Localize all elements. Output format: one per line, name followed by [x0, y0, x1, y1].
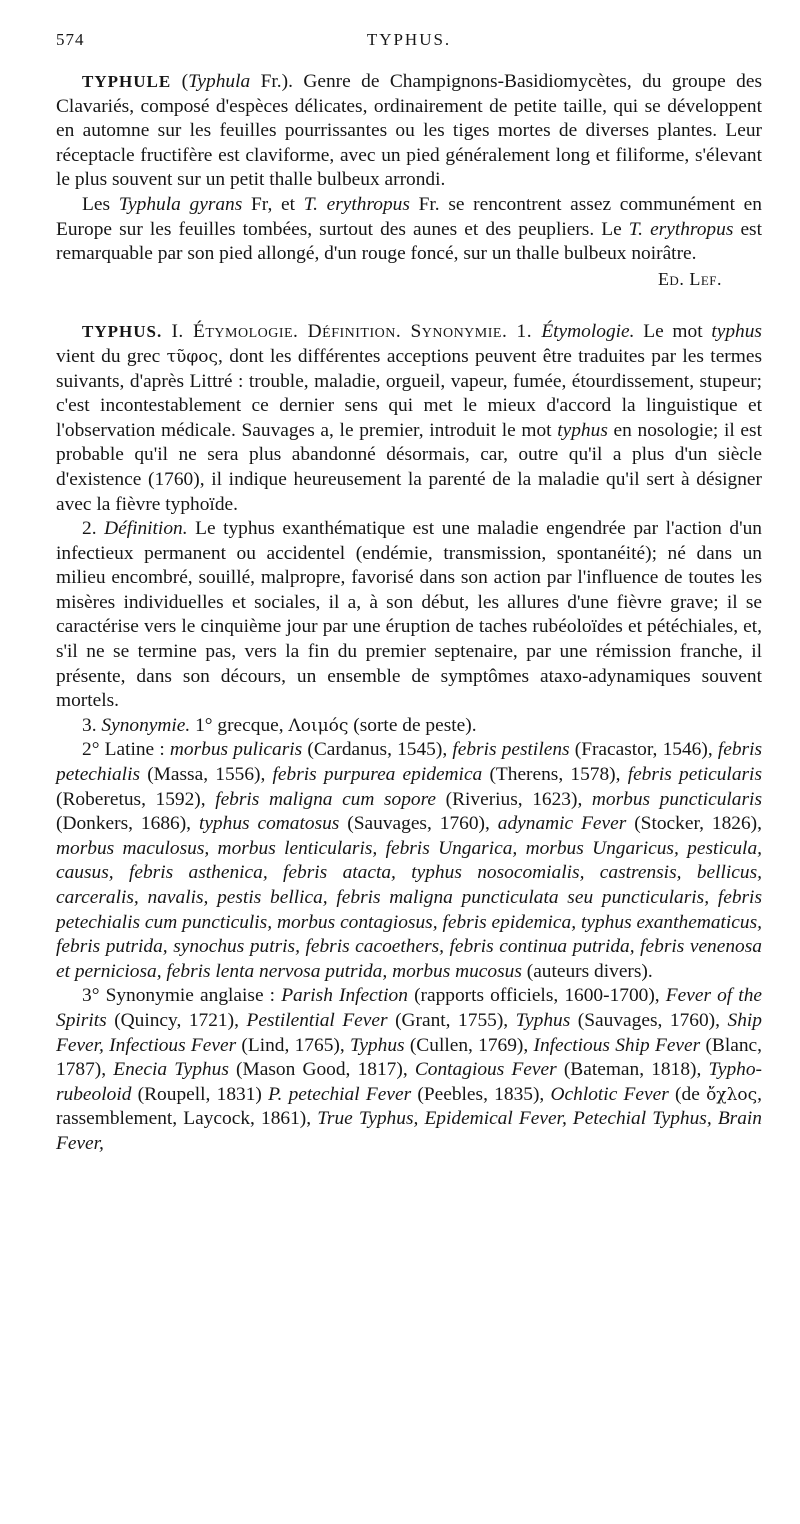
- synonym-term: Fever of the Spirits: [56, 985, 762, 1031]
- synonym-text: (Roberetus, 1592),: [56, 788, 216, 810]
- synonym-text: 2° Latine :: [82, 739, 170, 761]
- synonym-term: morbus puncticularis: [591, 788, 762, 810]
- synonym-text: (de: [668, 1083, 707, 1105]
- synonym-term: Ship Fever, Infectious Fever: [56, 1009, 762, 1056]
- synonym-term: Typho-rubeoloid: [56, 1059, 762, 1105]
- typhus-etymology: TYPHUS. I. Étymologie. Définition. Synonymie. 1. Étymologie. Le mot typhus vient du grec τῦφος, dont les différentes acceptions peuvent être traduites par les termes suivants, d'après Littré : trouble, maladie, orgueil, vapeur, fumée, étourdissement, stupeur; c'est incontestablement ce dernier sens qui met le mieux d'accord la linguistique et l'observation médicale. Sauvages a, le premier, introduit le mot typhus en nosologie; il est probable qu'il ne sera plus abandonné désormais, car, outre qu'il a plus d'un siècle d'existence (1760), il indique heureusement la parenté de la maladie qu'il sert à désigner avec la fièvre typhoïde.: [56, 321, 762, 515]
- synonym-term: Parish Infection: [281, 985, 408, 1007]
- synonym-term: febris purpurea epidemica: [272, 764, 483, 786]
- synonym-text: 3° Synonymie anglaise :: [82, 985, 282, 1007]
- synonym-term: febris peticularis: [627, 764, 762, 786]
- synonym-term: True Typhus, Epidemical Fever, Petechial Typhus, Brain Fever,: [56, 1108, 762, 1154]
- synonym-text: (auteurs divers).: [521, 960, 653, 982]
- synonym-term: Ochlotic Fever: [550, 1083, 669, 1105]
- synonym-term: febris petechialis: [56, 739, 763, 786]
- synonym-text: (Peebles, 1835),: [411, 1083, 551, 1105]
- synonym-term: febris pestilens: [452, 739, 570, 761]
- section-gap: [56, 292, 762, 320]
- synonym-term: febris maligna cum sopore: [215, 788, 437, 810]
- running-title: TYPHUS.: [366, 30, 452, 49]
- synonym-text: (Sauvages, 1760),: [339, 813, 498, 835]
- entry-typhule: [56, 70, 762, 292]
- synonym-term: morbus maculosus, morbus lenticularis, febris Ungarica, morbus Ungaricus, pesticula, causus, febris asthenica, febris atacta, typhus nosocomialis, castrensis, bellicus, carceralis, navalis, pestis bellica, febris maligna puncticulata seu puncticularis, febris petechialis cum puncticulis, morbus contagiosus, febris epidemica, typhus exanthematicus, febris putrida, synochus putris, febris cacoethers, febris continua putrida, febris venenosa et perniciosa, febris lenta nervosa putrida, morbus mucosus: [56, 837, 762, 982]
- entry-typhus: [56, 320, 762, 1156]
- synonym-term: P. petechial Fever: [268, 1083, 412, 1105]
- synonym-term: morbus pulicaris: [169, 739, 303, 761]
- author-signature: Ed. Lef.: [657, 268, 722, 289]
- synonym-text: (Mason Good, 1817),: [228, 1059, 415, 1081]
- synonym-text: (Lind, 1765),: [236, 1034, 350, 1056]
- synonym-text: (Massa, 1556),: [140, 764, 273, 786]
- synonym-text: (Donkers, 1686),: [56, 813, 199, 835]
- page-number: 574: [56, 30, 85, 49]
- section-list: I. Étymologie. Définition. Synonymie. 1.: [162, 321, 542, 343]
- synonym-term: Contagious Fever: [414, 1059, 557, 1081]
- typhus-synonymy-greek: 3. Synonymie. 1° grecque, Λοιμός (sorte de peste).: [82, 714, 477, 736]
- synonym-text: (rapports officiels, 1600-1700),: [407, 985, 666, 1007]
- synonym-term: Typhus: [515, 1009, 571, 1031]
- synonym-text: (Therens, 1578),: [482, 764, 628, 786]
- typhule-paragraph-1: TYPHULE (Typhula Fr.). Genre de Champignons-Basidiomycètes, du groupe des Clavariés, composé d'espèces délicates, ordinairement de petite taille, qui se développent en automne sur les feuilles pourrissantes ou les tiges mortes de diverses plantes. Leur réceptacle fructifère est claviforme, avec un pied généralement long et filiforme, s'élevant le plus souvent sur un petit thalle bulbeux arrondi.: [56, 71, 762, 191]
- synonym-term: adynamic Fever: [497, 813, 627, 835]
- latin-name: Typhula: [188, 71, 251, 92]
- synonym-text: ὄχλος: [706, 1084, 758, 1105]
- synonym-term: Infectious Ship Fever: [533, 1034, 701, 1056]
- synonym-term: Typhus: [349, 1034, 405, 1056]
- synonym-text: (Cardanus, 1545),: [302, 739, 453, 761]
- page-header: [56, 28, 762, 54]
- typhus-synonymy-latin: [56, 738, 762, 984]
- synonym-term: typhus comatosus: [198, 813, 340, 835]
- synonym-term: Pestilential Fever: [246, 1009, 388, 1031]
- synonym-text: (Riverius, 1623),: [436, 788, 592, 810]
- synonym-text: (Blanc, 1787),: [56, 1034, 763, 1081]
- synonym-text: (Bateman, 1818),: [556, 1059, 709, 1081]
- synonym-text: (Roupell, 1831): [131, 1083, 269, 1105]
- synonym-text: , rassemblement, Laycock, 1861),: [56, 1083, 762, 1130]
- synonym-term: Enecia Typhus: [113, 1059, 229, 1081]
- synonym-text: (Cullen, 1769),: [404, 1034, 534, 1056]
- synonym-text: (Sauvages, 1760),: [570, 1009, 728, 1031]
- typhus-definition: 2. Définition. Le typhus exanthématique est une maladie engendrée par l'action d'un infectieux permanent ou accidentel (endémie, transmission, spontanéité); né dans un milieu encombré, souillé, malpropre, favorisé dans son action par l'influence de toutes les misères individuelles et sociales, il a, à son début, les allures d'une fièvre grave; il se caractérise vers le cinquième jour par une éruption de taches rubéoloïdes et pétéchiales, et, s'il ne se termine pas, vers la fin du premier septenaire, par une rémission franche, il présente, dans son décours, un ensemble de symptômes ataxo-adynamiques souvent mortels.: [56, 518, 762, 712]
- synonym-text: (Stocker, 1826),: [626, 813, 762, 835]
- synonym-text: (Quincy, 1721),: [106, 1009, 247, 1031]
- typhule-paragraph-2: Les Typhula gyrans Fr, et T. erythropus Fr. se rencontrent assez communément en Europe sur les feuilles tombées, surtout des aunes et des peupliers. Le T. erythropus est remarquable par son pied allongé, d'un rouge foncé, sur un thalle bulbeux noirâtre.: [56, 193, 762, 265]
- typhus-synonymy-english: [56, 984, 762, 1156]
- synonym-text: (Fracastor, 1546),: [569, 739, 718, 761]
- entry-headword: TYPHULE: [82, 72, 172, 91]
- synonym-text: (Grant, 1755),: [387, 1009, 516, 1031]
- entry-headword: TYPHUS.: [82, 322, 163, 342]
